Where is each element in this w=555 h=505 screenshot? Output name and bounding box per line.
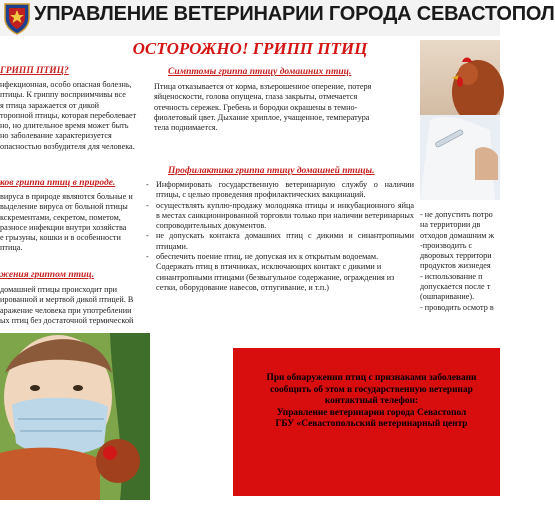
prevention-list (146, 180, 414, 293)
text-line: кскрементами, секретом, пометом, (0, 212, 121, 222)
text-line: опасностью возбудителя для человека. (0, 141, 135, 151)
prevention-item: - Информировать государственную ветеринарную службу о наличии птицы, с целью проведения профилактических вакцинаций. (146, 180, 414, 201)
header-bar (0, 0, 555, 36)
contact-callout-text (243, 373, 500, 431)
text-line: но, но длительное время может быть (0, 121, 129, 131)
child-with-mask-photo (0, 333, 150, 500)
text-line: отечность сережек. Гребень и бородки окрашены в темно- (154, 102, 358, 112)
text-line: фиолетовый цвет. Дыхание хриплое, учащенное, температура (154, 112, 370, 122)
text-line: на территории дв (420, 220, 481, 230)
text-line: - проводить осмотр в (420, 302, 494, 312)
right-column-text (420, 210, 500, 313)
prevention-item: - обеспечить поение птиц, не допуская их к открытым водоемам. (146, 252, 414, 262)
text-line: выделение вируса от больной птицы (0, 202, 128, 212)
sources-text (0, 192, 145, 254)
text-line: отходов домашним ж (420, 230, 495, 240)
sources-title: ков гриппа птиц в природе. (0, 178, 116, 188)
text-line: допускается после т (420, 282, 491, 292)
what-is-flu-text (0, 80, 145, 152)
text-line: Птица отказывается от корма, взъерошенное оперение, потеря (154, 82, 372, 91)
text-line: продуктов жизнедея (420, 261, 491, 271)
what-is-flu-title: ГРИПП ПТИЦ? (0, 66, 69, 76)
text-line: птицы. К гриппу восприимчивы все (0, 90, 126, 100)
prevention-item: - не допускать контакта домашних птиц с дикими и синантропными птицами. (146, 231, 414, 252)
text-line: (ошпаривание). (420, 292, 475, 302)
callout-line: контактный телефон: (324, 396, 419, 407)
symptoms-title: Симптомы гриппа птицу домашних птиц. (168, 67, 352, 77)
text-line: ированной и мертвой дикой птицей. В (0, 295, 134, 305)
text-line: аражение человека при употреблении (0, 305, 132, 315)
text-line: - не допустить потро (420, 210, 493, 219)
prevention-tail: Содержать птиц в птичниках, исключающих контакт с дикими и синантропными птицами (безвыгульное содержание, ограждения из сетки, оборудование навесов, отпугивание, и т.п.) (156, 262, 395, 292)
text-line: вируса в природе являются больные и (0, 192, 133, 201)
coat-of-arms-icon (2, 2, 32, 35)
callout-line: Управление ветеринарии города Севастопол (276, 407, 467, 418)
text-line: дворовых территори (420, 251, 492, 261)
text-line: -производить с (420, 240, 473, 250)
text-line: е грызуны, кошки и в особенности (0, 233, 121, 243)
agency-title: УПРАВЛЕНИЕ ВЕТЕРИНАРИИ ГОРОДА СЕВАСТОПОЛ (34, 3, 555, 25)
text-line: ых птиц без достаточной термической (0, 315, 134, 325)
text-line: домашней птицы происходит при (0, 285, 118, 294)
prevention-title: Профилактика гриппа птицу домашней птицы. (168, 166, 375, 176)
text-line: тела поднимается. (154, 123, 218, 133)
text-line: птица. (0, 243, 23, 253)
text-line: нфекционная, особо опасная болезнь, (0, 80, 132, 89)
callout-line: При обнаружении птиц с признаками заболевани (266, 373, 477, 383)
prevention-item: - осуществлять куплю-продажу молодняка птицы и инкубационного яйца в местах санкционированной торговли только при наличии ветеринарных сопроводительных документов. (146, 201, 414, 232)
callout-line: ГБУ «Севастопольский ветеринарный центр (275, 419, 468, 430)
callout-line: сообщить об этом в государственную ветеринар (270, 384, 473, 395)
text-line: но заболевание характеризуется (0, 131, 112, 141)
text-line: торопной птицы, которая переболевает (0, 110, 137, 120)
infection-ways-title: жения гриппом птиц. (0, 270, 94, 280)
symptoms-text (154, 82, 416, 133)
infection-ways-text (0, 285, 145, 326)
text-line: яйценоскости, голова опущена, глаза закрыты, отмечается (154, 92, 358, 102)
text-line: я птица заражается от дикой (0, 100, 100, 110)
text-line: разносе инфекции внутри хозяйства (0, 222, 127, 232)
warning-title: ОСТОРОЖНО! ГРИПП ПТИЦ (132, 39, 368, 58)
chicken-vaccination-photo (420, 40, 500, 200)
text-line: - использование п (420, 271, 483, 281)
